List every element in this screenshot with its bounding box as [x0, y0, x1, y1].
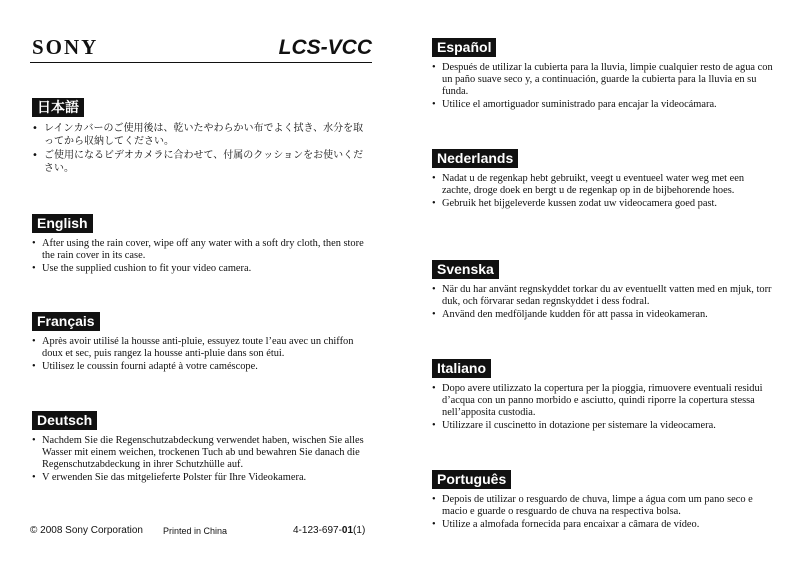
section-italiano	[432, 359, 772, 433]
model-number: LCS-VCC	[278, 36, 372, 59]
section-title: Italiano	[432, 359, 491, 378]
list-item: • After using the rain cover, wipe off any water with a soft dry cloth, then store the rain cover in its case.	[32, 238, 364, 261]
section-espanol	[432, 38, 777, 112]
section-title: Svenska	[432, 260, 499, 279]
section-title: Français	[32, 312, 100, 331]
section-title: Português	[432, 470, 511, 489]
list-item: • Utilisez le coussin fourni adapté à votre caméscope.	[32, 361, 258, 372]
list-item: • Después de utilizar la cubierta para la lluvia, limpie cualquier resto de agua con un paño suave seco y, a continuación, guarde la cubierta para la lluvia en su funda.	[432, 62, 773, 97]
section-deutsch	[32, 411, 372, 485]
list-item: • Use the supplied cushion to fit your video camera.	[32, 263, 252, 274]
printed-in: Printed in China	[163, 526, 228, 536]
list-item: • ご使用になるビデオカメラに合わせて、付属のクッションをお使いください。	[32, 150, 364, 174]
list-item: • Depois de utilizar o resguardo de chuva, limpe a água com um pano seco e macio e guarde o resguardo de chuva na respectiva bolsa.	[432, 494, 753, 517]
section-nederlands	[432, 149, 772, 211]
list-item: • Après avoir utilisé la housse anti-pluie, essuyez toute l’eau avec un chiffon doux et sec, puis rangez la housse anti-pluie dans son étui.	[32, 336, 354, 359]
section-portugues	[432, 470, 777, 532]
list-item: • Dopo avere utilizzato la copertura per la pioggia, rimuovere eventuali residui d’acqua con un panno morbido e asciutto, quindi riporre la copertura stessa nell’apposita custodia.	[432, 383, 763, 418]
section-title: English	[32, 214, 93, 233]
section-title: 日本語	[32, 98, 84, 117]
list-item: • Gebruik het bijgeleverde kussen zodat uw videocamera goed past.	[432, 198, 717, 209]
section-title: Nederlands	[432, 149, 518, 168]
list-item: • V erwenden Sie das mitgelieferte Polster für Ihre Videokamera.	[32, 472, 307, 483]
list-item: • Använd den medföljande kudden för att passa in videokameran.	[432, 309, 708, 320]
section-francais	[32, 312, 372, 374]
list-item: • レインカバーのご使用後は、乾いたやわらかい布でよく拭き、水分を取ってから収納してください。	[32, 123, 364, 147]
section-title: Español	[432, 38, 496, 57]
section-japanese	[32, 98, 372, 176]
section-english	[32, 214, 372, 276]
copyright: © 2008 Sony Corporation	[30, 525, 143, 536]
list-item: • Nachdem Sie die Regenschutzabdeckung verwendet haben, wischen Sie alles Wasser mit einem weichen, trockenen Tuch ab und bewahren Sie danach die Regenschutzabdeckung in ihrer Schutzhülle auf.	[32, 435, 364, 470]
list-item: • Utilice el amortiguador suministrado para encajar la videocámara.	[432, 99, 717, 110]
list-item: • När du har använt regnskyddet torkar du av eventuellt vatten med en mjuk, torr duk, och förvarar sedan regnskyddet i dess fodral.	[432, 284, 772, 307]
list-item: • Utilizzare il cuscinetto in dotazione per sistemare la videocamera.	[432, 420, 716, 431]
header-rule	[30, 62, 372, 63]
sony-logo: SONY	[32, 35, 99, 59]
section-title: Deutsch	[32, 411, 97, 430]
section-svenska	[432, 260, 772, 322]
list-item: • Nadat u de regenkap hebt gebruikt, veegt u eventueel water weg met een zachte, droge doek en bergt u de regenkap op in de bijbehorende hoes.	[432, 173, 745, 196]
part-number: 4-123-697-01(1)	[293, 525, 366, 536]
list-item: • Utilize a almofada fornecida para encaixar a câmara de vídeo.	[432, 519, 700, 530]
